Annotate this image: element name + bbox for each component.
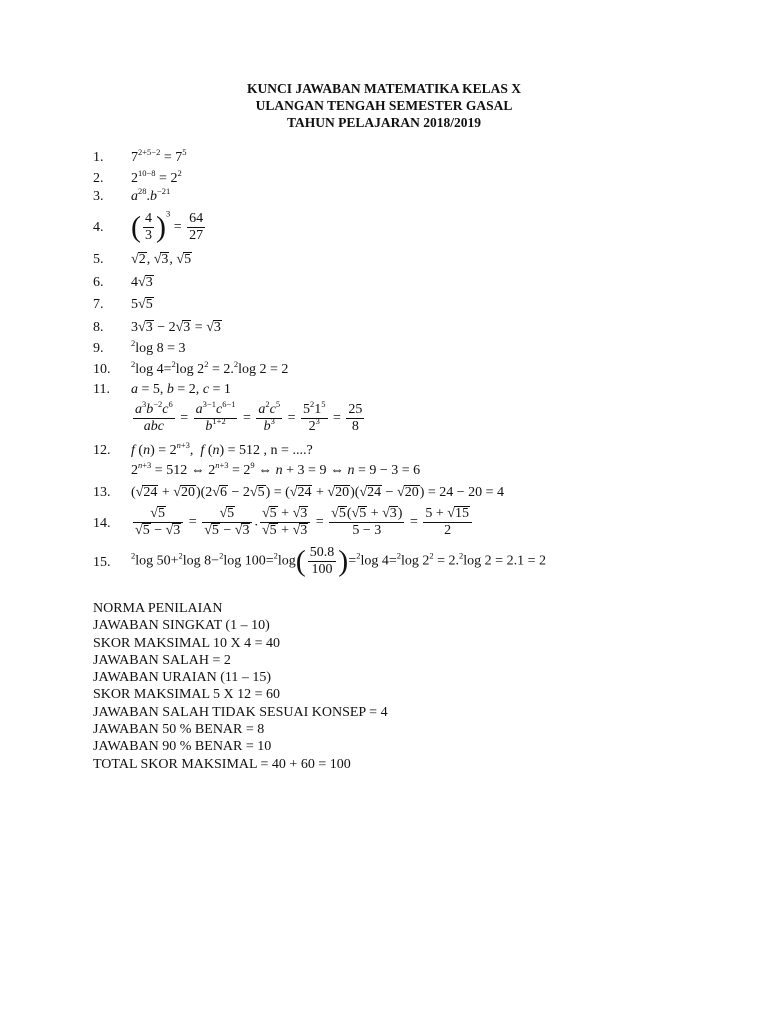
answer-11-given: a = 5, b = 2, c = 1 bbox=[131, 382, 231, 397]
item-number-7: 7. bbox=[93, 297, 104, 312]
answer-13: (√24 + √20)(2√6 − 2√5) = (√24 + √20)(√24 − √20) = 24 − 20 = 4 bbox=[131, 485, 505, 500]
scoring-line: JAWABAN URAIAN (11 – 15) bbox=[93, 670, 272, 686]
item-number-4: 4. bbox=[93, 220, 104, 235]
scoring-line: TOTAL SKOR MAKSIMAL = 40 + 60 = 100 bbox=[93, 756, 351, 772]
scoring-line: JAWABAN 50 % BENAR = 8 bbox=[93, 722, 265, 738]
answer-2: $2^{10-8} = 2^2$ bbox=[131, 168, 182, 186]
item-number-9: 9. bbox=[93, 341, 104, 356]
answer-3: $a^{28}.b^{-21}$ bbox=[131, 186, 171, 204]
answer-7: 5√5 bbox=[131, 297, 153, 312]
answer-1: $7^{2+5-2} = 7^5$ bbox=[131, 147, 187, 165]
title-line-1: KUNCI JAWABAN MATEMATIKA KELAS X bbox=[246, 81, 522, 96]
item-number-3: 3. bbox=[93, 189, 104, 204]
item-number-1: 1. bbox=[93, 150, 104, 165]
item-number-5: 5. bbox=[93, 252, 104, 267]
answer-6: 4√3 bbox=[131, 275, 153, 290]
item-number-13: 13. bbox=[93, 485, 111, 500]
item-number-15: 15. bbox=[93, 555, 111, 570]
answer-14: $\frac{√5}{√5 - √3}$ = $\frac{√5}{√5 - √3}$ . $\frac{√5 + √3}{√5 + √3}$ = $\frac{√5(√5 + √3)}{5 - 3}$ = $\frac{5 + √15}{2}$ bbox=[131, 506, 474, 539]
answer-15: $^2$log 50+$^2$log 8−$^2$log 100=$^2$log( $\frac{50.8}{100}$ )=$^2$log 4=$^2$log $2^2 = 2.^2\log$ 2 = 2.1 = 2 bbox=[131, 544, 546, 578]
item-number-11: 11. bbox=[93, 382, 110, 397]
title-line-3: TAHUN PELAJARAN 2018/2019 bbox=[286, 115, 481, 130]
scoring-line: SKOR MAKSIMAL 10 X 4 = 40 bbox=[93, 635, 281, 651]
scoring-line: JAWABAN SALAH TIDAK SESUAI KONSEP = 4 bbox=[93, 704, 388, 720]
item-number-10: 10. bbox=[93, 362, 111, 377]
answer-10: $^2$log 4=$^2$log $2^2 = 2.^2\log$ 2 = 2 bbox=[131, 359, 289, 377]
answer-5: √2, √3, √5 bbox=[131, 252, 192, 267]
scoring-line: JAWABAN SALAH = 2 bbox=[93, 652, 231, 668]
item-number-6: 6. bbox=[93, 275, 104, 290]
answer-12-work: $2^{n+3} = 512$ ⇔ $2^{n+3} = 2^9$ ⇔ n + 3 = 9 ⇔ n = 9 − 3 = 6 bbox=[131, 460, 421, 478]
scoring-line: SKOR MAKSIMAL 5 X 12 = 60 bbox=[93, 687, 281, 703]
item-number-8: 8. bbox=[93, 320, 104, 335]
scoring-line: JAWABAN 90 % BENAR = 10 bbox=[93, 739, 272, 755]
answer-4: ( $\frac{4}{3}$ )$^3$ = $\frac{64}{27}$ bbox=[131, 208, 204, 244]
answer-12-given: f $(n) = 2^{n+3}$, f (n) = 512 , n = ....? bbox=[131, 440, 313, 458]
answer-8: 3√3 − 2√3 = √3 bbox=[131, 320, 221, 335]
item-number-14: 14. bbox=[93, 516, 111, 531]
answer-11-work: $\frac{a^3b^{-2}c^6}{\text{abc}}$ = $\frac{a^{3-1}c^{6-1}}{b^{1+2}}$ = $\frac{a^2c^5}{b^3}$ = $\frac{5^21^5}{2^3}$ = $\frac{25}{8}$ bbox=[135, 399, 363, 434]
item-number-12: 12. bbox=[93, 443, 111, 458]
scoring-line: JAWABAN SINGKAT (1 – 10) bbox=[93, 618, 270, 634]
title-line-2: ULANGAN TENGAH SEMESTER GASAL bbox=[255, 98, 513, 113]
scoring-heading: NORMA PENILAIAN bbox=[93, 601, 223, 616]
scoring-section bbox=[93, 600, 388, 773]
answer-9: $^2$log 8 = 3 bbox=[131, 338, 186, 356]
item-number-2: 2. bbox=[93, 171, 104, 186]
